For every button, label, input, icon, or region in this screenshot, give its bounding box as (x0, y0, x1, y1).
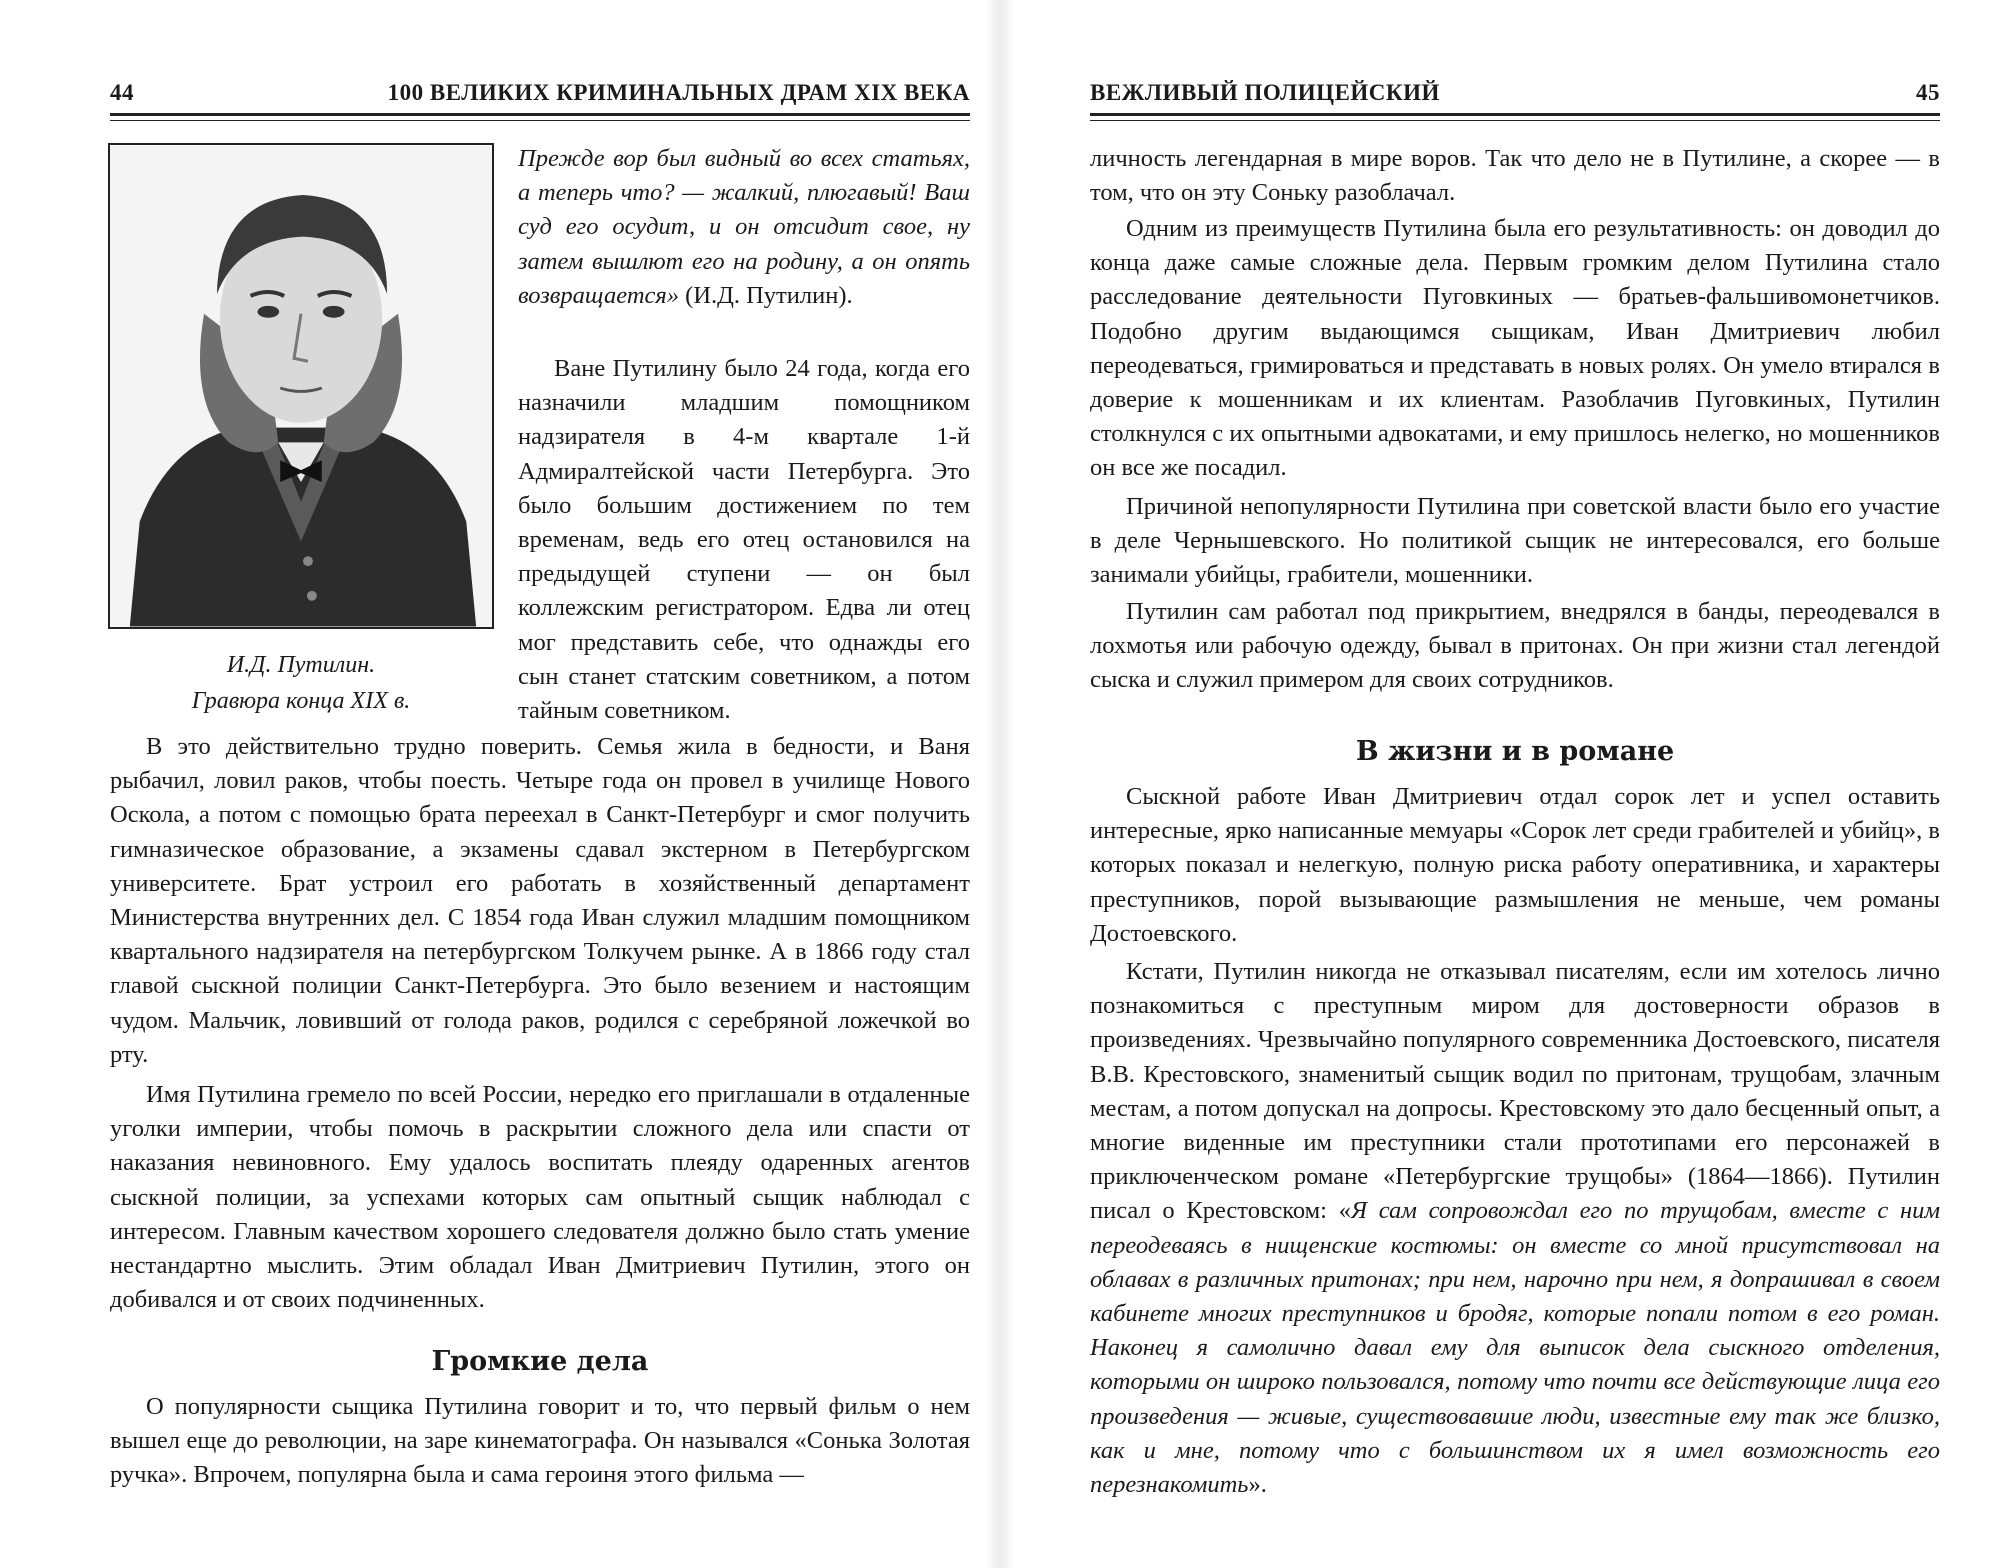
left-paragraph-4: О популярности сыщика Путилина говорит и то, что первый фильм о нем вышел еще до революции, на заре кинематографа. Он назывался «Сонька Золотая ручка». Впрочем, популярна была и сама героиня этого фильма — (110, 1393, 970, 1489)
right-paragraph-6 (1090, 955, 1940, 1502)
epigraph-text: Прежде вор был видный во всех статьях, а теперь что? — жалкий, плюгавый! Ваш суд его осудит, и он отсидит свое, ну затем вышлют его на родину, а он опять возвращается» (518, 145, 970, 309)
left-paragraph-1: Ване Путилину было 24 года, когда его назначили младшим помощником надзирателя в 4-м квартале 1-й Адмиралтейской части Петербурга. Это было большим достижением по тем временам, ведь его отец остановился на предыдущей ступени — он был коллежским регистратором. Едва ли отец мог представить себе, что однажды его сын станет статским советником, а потом тайным советником. (518, 355, 970, 725)
right-subheading: В жизни и в романе (1355, 736, 1675, 767)
portrait-engraving-putilin (108, 143, 494, 629)
left-header-rule (110, 113, 970, 121)
right-page-header (1090, 80, 1940, 116)
right-header-rule (1090, 113, 1940, 121)
right-paragraph-5: Сыскной работе Иван Дмитриевич отдал сорок лет и успел оставить интересные, ярко написанные мемуары «Сорок лет среди грабителей и убийц», в которых показал и нелегкую, полную риска работу оперативника, и характеры преступников, порой вызывающие размышления не меньше, чем романы Достоевского. (1090, 783, 1940, 947)
left-paragraph-3: Имя Путилина гремело по всей России, нередко его приглашали в отдаленные уголки империи, чтобы помочь в раскрытии сложного дела или спасти от наказания невиновного. Ему удалось воспитать плеяду одаренных агентов сыскной полиции, за успехами которых сам опытный сыщик наблюдал с интересом. Главным качеством хорошего следователя должно было стать умение нестандартно мыслить. Этим обладал Иван Дмитриевич Путилин, этого он добивался и от своих подчиненных. (110, 1081, 970, 1314)
epigraph (518, 142, 970, 313)
left-page-header (110, 80, 970, 116)
right-page-number: 45 (1916, 80, 1940, 105)
right-paragraph-3: Причиной непопулярности Путилина при советской власти было его участие в деле Чернышевского. Но политикой сыщик не интересовался, его больше занимали убийцы, грабители, мошенники. (1090, 493, 1940, 589)
right-paragraph-6-end: ». (1248, 1471, 1267, 1499)
right-paragraph-4: Путилин сам работал под прикрытием, внедрялся в банды, переодевался в лохмотья или рабочую одежду, бывал в притонах. Он при жизни стал легендой сыска и служил примером для своих сотрудников. (1090, 598, 1940, 694)
right-paragraph-2: Одним из преимуществ Путилина была его результативность: он доводил до конца даже самые сложные дела. Первым громким делом Путилина стало расследование деятельности Пуговкиных — братьев-фальшивомонетчиков. Подобно другим выдающимся сыщикам, Иван Дмитриевич любил переодеваться, гримироваться и представать в новых ролях. Он умело втирался в доверие к мошенникам и их клиентам. Разоблачив Пуговкиных, Путилин столкнулся с их опытными адвокатами, и ему пришлось нелегко, но мошенников он все же посадил. (1090, 215, 1940, 482)
right-running-head: ВЕЖЛИВЫЙ ПОЛИЦЕЙСКИЙ (1090, 80, 1440, 105)
left-running-head: 100 ВЕЛИКИХ КРИМИНАЛЬНЫХ ДРАМ XIX ВЕКА (387, 80, 970, 105)
epigraph-source: (И.Д. Путилин). (685, 281, 853, 309)
right-paragraph-6-text: Кстати, Путилин никогда не отказывал писателям, если им хотелось лично познакомиться с преступным миром для достоверности образов в произведениях. Чрезвычайно популярного современника Достоевского, писателя В.В. Крестовского, знаменитый сыщик водил по притонам, трущобам, злачным местам, а потом допускал на допросы. Крестовскому это дало бесценный опыт, а многие виденные им преступники стали прототипами его персонажей в приключенческом романе «Петербургские трущобы» (1864—1866). Путилин писал о Крестовском: « (1090, 958, 1940, 1225)
right-page (1000, 0, 2000, 1568)
portrait-caption-line-1: И.Д. Путилин. (226, 652, 376, 678)
left-paragraph-2: В это действительно трудно поверить. Семья жила в бедности, и Ваня рыбачил, ловил раков, чтобы поесть. Четыре года он провел в училище Нового Оскола, а потом с помощью брата переехал в Санкт-Петербург и смог получить гимназическое образование, а экзамены сдавал экстерном в Петербургском университете. Брат устроил его работать в хозяйственный департамент Министерства внутренних дел. С 1854 года Иван служил младшим помощником квартального надзирателя на петербургском Толкучем рынке. А в 1866 году стал главой сыскной полиции Санкт-Петербурга. Это было везением и настоящим чудом. Мальчик, ловивший от голода раков, родился с серебряной ложечкой во рту. (110, 733, 970, 1068)
left-page-number: 44 (110, 80, 134, 105)
putilin-quote-about-krestovsky: Я сам сопровождал его по трущобам, вместе с ним переодеваясь в нищенские костюмы: он вместе со мной присутствовал на облавах в различных притонах; при нем, нарочно при нем, я допрашивал в своем кабинете многих преступников и бродяг, которые попали потом в его роман. Наконец я самолично давал ему для выписок дела сыскного отделения, которыми он широко пользовался, потому что почти все действующие лица его произведения — живые, существовавшие люди, известные ему так же близко, как и мне, потому что с большинством их я имел возможность его перезнакомить (1090, 1197, 1940, 1499)
right-paragraph-1: личность легендарная в мире воров. Так что дело не в Путилине, а скорее — в том, что он эту Соньку разоблачал. (1090, 145, 1940, 207)
left-subheading: Громкие дела (431, 1346, 649, 1377)
portrait-caption-line-2: Гравюра конца XIX в. (191, 688, 411, 714)
portrait-caption (108, 647, 494, 719)
